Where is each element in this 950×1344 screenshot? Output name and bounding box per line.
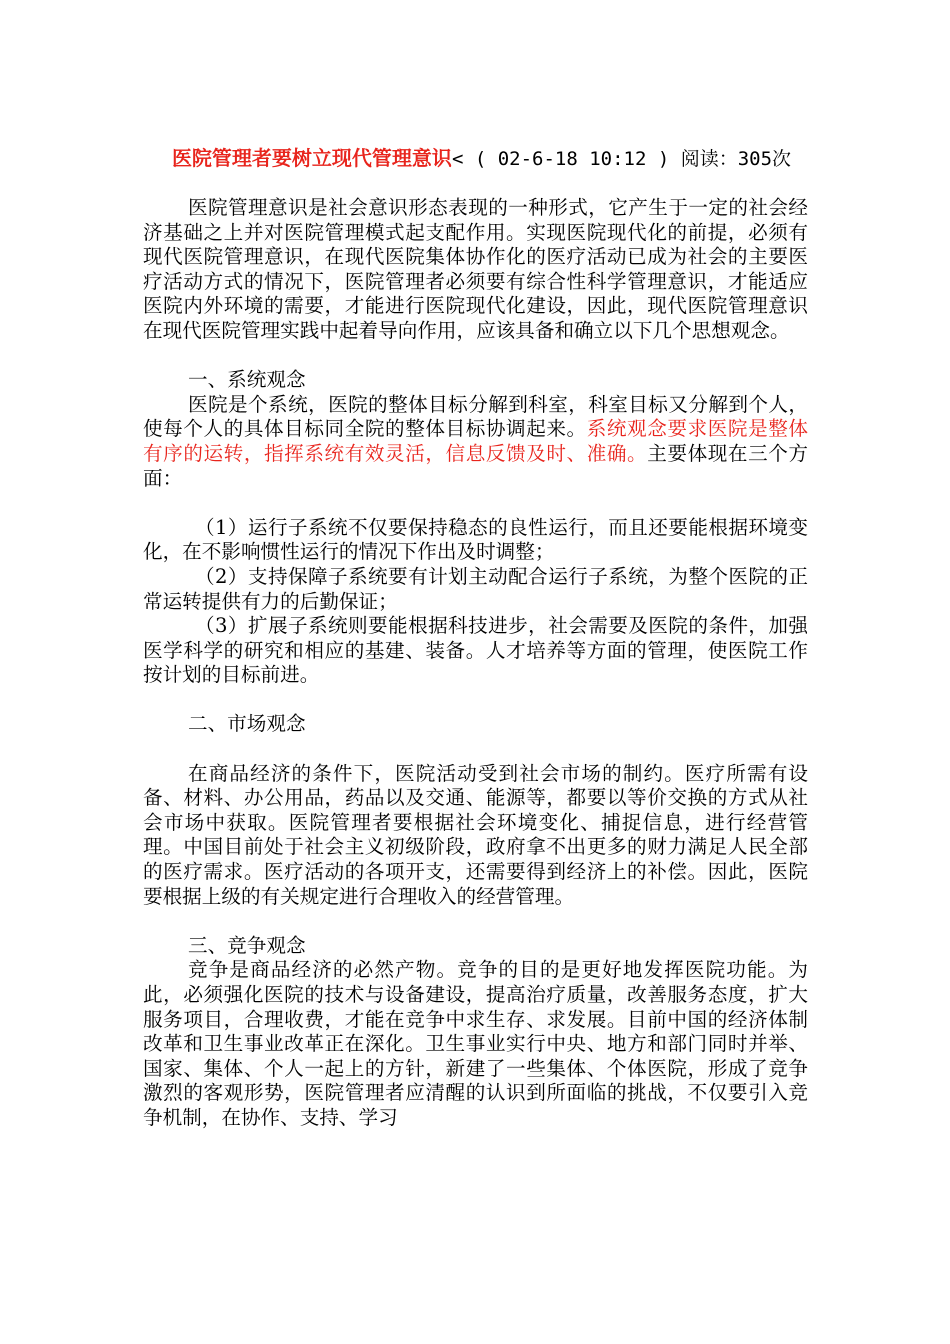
section1-para-highlight: 系统观念要求医院是整体有序的运转，指挥系统有效灵活，信息反馈及时、准确。 xyxy=(143,417,809,465)
spacer xyxy=(143,909,808,934)
section1-heading: 一、系统观念 xyxy=(188,368,306,392)
spacer xyxy=(143,172,808,196)
spacer xyxy=(143,737,808,762)
document-page xyxy=(143,145,808,1131)
article-title-text: 医院管理者要树立现代管理意识 xyxy=(171,146,452,170)
section1-para-start: 医院是个系统，医院的整体目标分解到科室，科室目标又分解到个人，使每个人的具体目标同全院的整体目标协调起来。 xyxy=(143,392,808,441)
section1-item-3: （3）扩展子系统则要能根据科技进步，社会需要及医院的条件，加强医学科学的研究和相应的基建、装备。人才培养等方面的管理，使医院工作按计划的目标前进。 xyxy=(143,614,808,687)
article-meta: < ( 02-6-18 10:12 ) 阅读：305次 xyxy=(451,148,792,170)
section1-para-end: 主要体现在三个方面： xyxy=(143,441,809,490)
spacer xyxy=(143,344,808,369)
intro-paragraph: 医院管理意识是社会意识形态表现的一种形式，它产生于一定的社会经济基础之上并对医院管理模式起支配作用。实现医院现代化的前提，必须有现代医院管理意识，在现代医院集体协作化的医疗活动已成为社会的主要医疗活动方式的情况下，医院管理者必须要有综合性科学管理意识，才能适应医院内外环境的需要，才能进行医院现代化建设，因此，现代医院管理意识在现代医院管理实践中起着导向作用，应该具备和确立以下几个思想观念。 xyxy=(143,196,808,342)
article-title xyxy=(143,145,808,172)
spacer xyxy=(143,688,808,713)
section1-item-2: （2）支持保障子系统要有计划主动配合运行子系统，为整个医院的正常运转提供有力的后勤保证； xyxy=(143,564,808,613)
section2-heading: 二、市场观念 xyxy=(188,712,306,736)
section2-paragraph: 在商品经济的条件下，医院活动受到社会市场的制约。医疗所需有设备、材料、办公用品，药品以及交通、能源等，都要以等价交换的方式从社会市场中获取。医院管理者要根据社会环境变化、捕捉信息，进行经营管理。中国目前处于社会主义初级阶段，政府拿不出更多的财力满足人民全部的医疗需求。医疗活动的各项开支，还需要得到经济上的补偿。因此，医院要根据上级的有关规定进行合理收入的经营管理。 xyxy=(143,761,808,908)
section3-heading: 三、竞争观念 xyxy=(188,933,306,957)
section1-paragraph xyxy=(143,393,808,491)
section3-paragraph: 竞争是商品经济的必然产物。竞争的目的是更好地发挥医院功能。为此，必须强化医院的技术与设备建设，提高治疗质量，改善服务态度，扩大服务项目，合理收费，才能在竞争中求生存、求发展。目前中国的经济体制改革和卫生事业改革正在深化。卫生事业实行中央、地方和部门同时并举、国家、集体、个人一起上的方针，新建了一些集体、个体医院，形成了竞争激烈的客观形势，医院管理者应清醒的认识到所面临的挑战，不仅要引入竞争机制，在协作、支持、学习 xyxy=(143,958,808,1129)
section1-item-1: （1）运行子系统不仅要保持稳态的良性运行，而且还要能根据环境变化，在不影响惯性运行的情况下作出及时调整； xyxy=(143,515,808,564)
spacer xyxy=(143,491,808,516)
